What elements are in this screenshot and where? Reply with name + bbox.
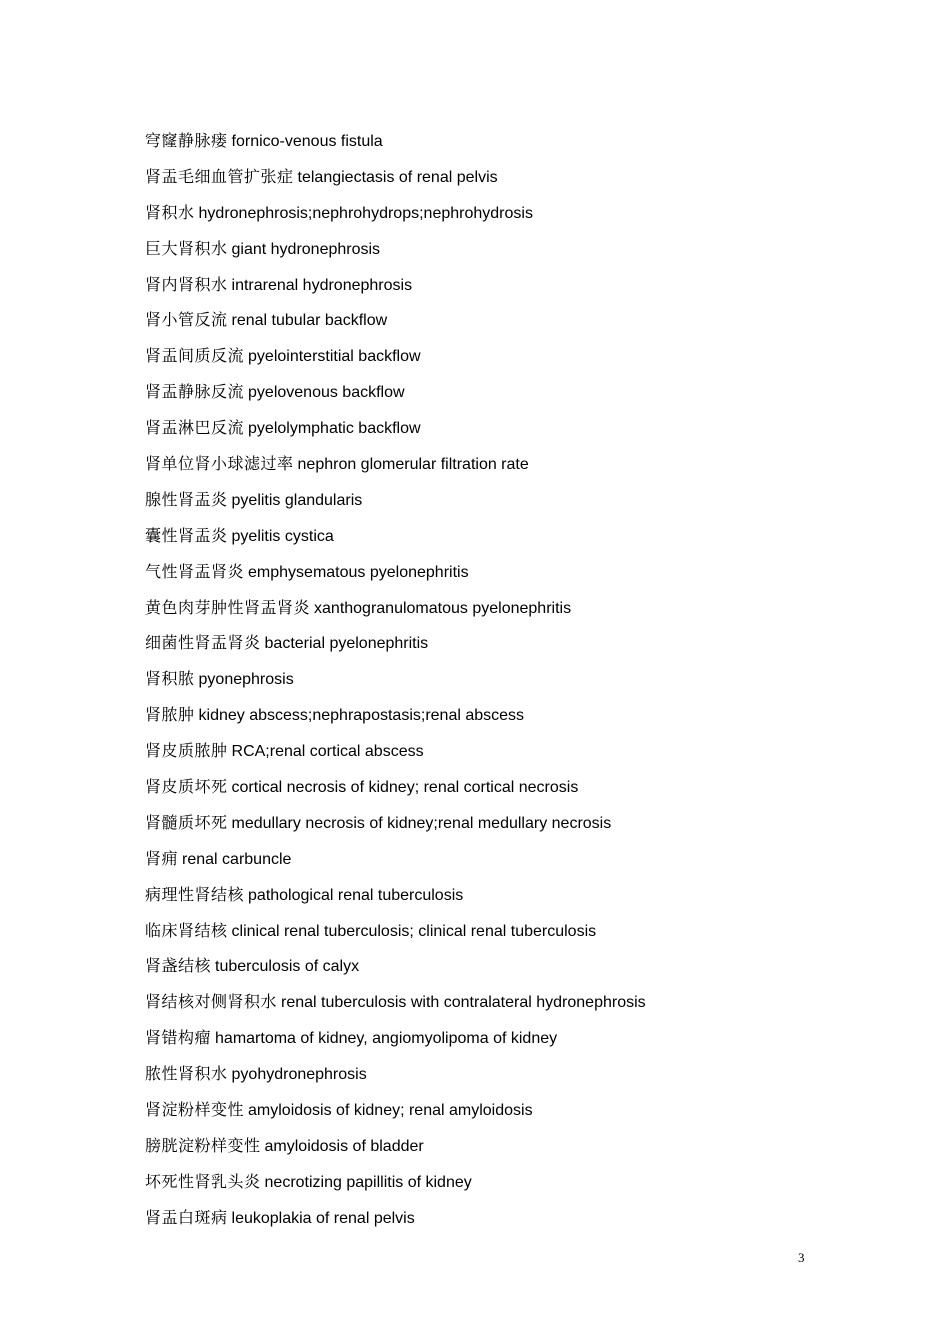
term-english: amyloidosis of bladder	[264, 1137, 424, 1155]
term-row	[145, 848, 845, 884]
term-chinese: 肾淀粉样变性	[145, 1100, 245, 1120]
term-english: pyohydronephrosis	[231, 1066, 367, 1084]
term-chinese: 细菌性肾盂肾炎	[145, 633, 261, 653]
term-english: intrarenal hydronephrosis	[231, 276, 413, 294]
term-row	[145, 417, 845, 453]
term-chinese: 肾痈	[145, 848, 179, 868]
term-row	[145, 1135, 845, 1171]
term-chinese: 腺性肾盂炎	[145, 489, 228, 509]
term-english: pyelolymphatic backflow	[248, 420, 421, 438]
term-row	[145, 345, 845, 381]
term-english: pathological renal tuberculosis	[248, 886, 464, 904]
term-chinese: 膀胱淀粉样变性	[145, 1135, 261, 1155]
term-english: nephron glomerular filtration rate	[297, 456, 529, 474]
term-row	[145, 1063, 845, 1099]
term-english: xanthogranulomatous pyelonephritis	[314, 599, 572, 617]
term-row	[145, 561, 845, 597]
term-chinese: 肾错构瘤	[145, 1028, 212, 1048]
term-english: pyonephrosis	[198, 671, 294, 689]
term-row	[145, 381, 845, 417]
term-english: pyelitis glandularis	[231, 491, 363, 509]
term-chinese: 肾单位肾小球滤过率	[145, 454, 294, 474]
term-english: hydronephrosis;nephrohydrops;nephrohydrosis	[198, 204, 533, 222]
term-row	[145, 991, 845, 1027]
term-chinese: 脓性肾积水	[145, 1064, 228, 1084]
term-english: renal carbuncle	[182, 850, 292, 868]
term-row	[145, 884, 845, 920]
term-row	[145, 525, 845, 561]
term-english: amyloidosis of kidney; renal amyloidosis	[248, 1102, 533, 1120]
term-chinese: 巨大肾积水	[145, 238, 228, 258]
term-english: RCA;renal cortical abscess	[231, 743, 424, 761]
term-row	[145, 238, 845, 274]
term-row	[145, 202, 845, 238]
term-english: pyelovenous backflow	[248, 384, 405, 402]
term-chinese: 肾盂静脉反流	[145, 382, 245, 402]
term-row	[145, 776, 845, 812]
term-chinese: 气性肾盂肾炎	[145, 561, 245, 581]
term-english: tuberculosis of calyx	[215, 958, 360, 976]
term-english: clinical renal tuberculosis; clinical renal tuberculosis	[231, 922, 597, 940]
term-row	[145, 489, 845, 525]
term-chinese: 坏死性肾乳头炎	[145, 1171, 261, 1191]
term-chinese: 肾脓肿	[145, 705, 195, 725]
term-row	[145, 1207, 845, 1243]
term-row	[145, 597, 845, 633]
term-chinese: 肾皮质脓肿	[145, 741, 228, 761]
term-chinese: 肾盂毛细血管扩张症	[145, 166, 294, 186]
term-english: giant hydronephrosis	[231, 240, 381, 258]
term-chinese: 肾盂间质反流	[145, 346, 245, 366]
term-english: renal tubular backflow	[231, 312, 388, 330]
term-english: bacterial pyelonephritis	[264, 635, 429, 653]
term-row	[145, 1099, 845, 1135]
term-chinese: 肾盂淋巴反流	[145, 418, 245, 438]
term-chinese: 肾盂白斑病	[145, 1207, 228, 1227]
term-chinese: 穹窿静脉瘘	[145, 131, 228, 150]
term-english: medullary necrosis of kidney;renal medullary necrosis	[231, 814, 612, 832]
term-row	[145, 130, 845, 166]
term-row	[145, 309, 845, 345]
term-list	[145, 130, 845, 1243]
term-english: pyelitis cystica	[231, 527, 334, 545]
term-chinese: 肾小管反流	[145, 310, 228, 330]
term-chinese: 肾内肾积水	[145, 274, 228, 294]
term-english: kidney abscess;nephrapostasis;renal abscess	[198, 707, 525, 725]
page-number: 3	[798, 1250, 805, 1265]
term-row	[145, 668, 845, 704]
term-chinese: 临床肾结核	[145, 920, 228, 940]
term-chinese: 肾髓质坏死	[145, 812, 228, 832]
term-english: fornico-venous fistula	[231, 133, 383, 150]
term-chinese: 肾盏结核	[145, 956, 212, 976]
term-row	[145, 1027, 845, 1063]
term-chinese: 肾积水	[145, 202, 195, 222]
term-english: leukoplakia of renal pelvis	[231, 1209, 415, 1227]
term-row	[145, 166, 845, 202]
term-row	[145, 632, 845, 668]
term-chinese: 肾皮质坏死	[145, 777, 228, 797]
term-row	[145, 453, 845, 489]
term-english: necrotizing papillitis of kidney	[264, 1173, 472, 1191]
term-row	[145, 740, 845, 776]
term-chinese: 病理性肾结核	[145, 884, 245, 904]
term-chinese: 囊性肾盂炎	[145, 525, 228, 545]
term-row	[145, 1171, 845, 1207]
term-row	[145, 955, 845, 991]
term-chinese: 肾积脓	[145, 669, 195, 689]
term-english: cortical necrosis of kidney; renal cortical necrosis	[231, 779, 579, 797]
term-english: renal tuberculosis with contralateral hydronephrosis	[281, 994, 646, 1012]
term-row	[145, 812, 845, 848]
term-row	[145, 920, 845, 956]
term-english: telangiectasis of renal pelvis	[297, 168, 498, 186]
term-english: pyelointerstitial backflow	[248, 348, 421, 366]
term-chinese: 黄色肉芽肿性肾盂肾炎	[145, 597, 311, 617]
term-chinese: 肾结核对侧肾积水	[145, 992, 278, 1012]
term-english: emphysematous pyelonephritis	[248, 563, 469, 581]
term-row	[145, 274, 845, 310]
term-row	[145, 704, 845, 740]
term-english: hamartoma of kidney, angiomyolipoma of kidney	[215, 1030, 558, 1048]
